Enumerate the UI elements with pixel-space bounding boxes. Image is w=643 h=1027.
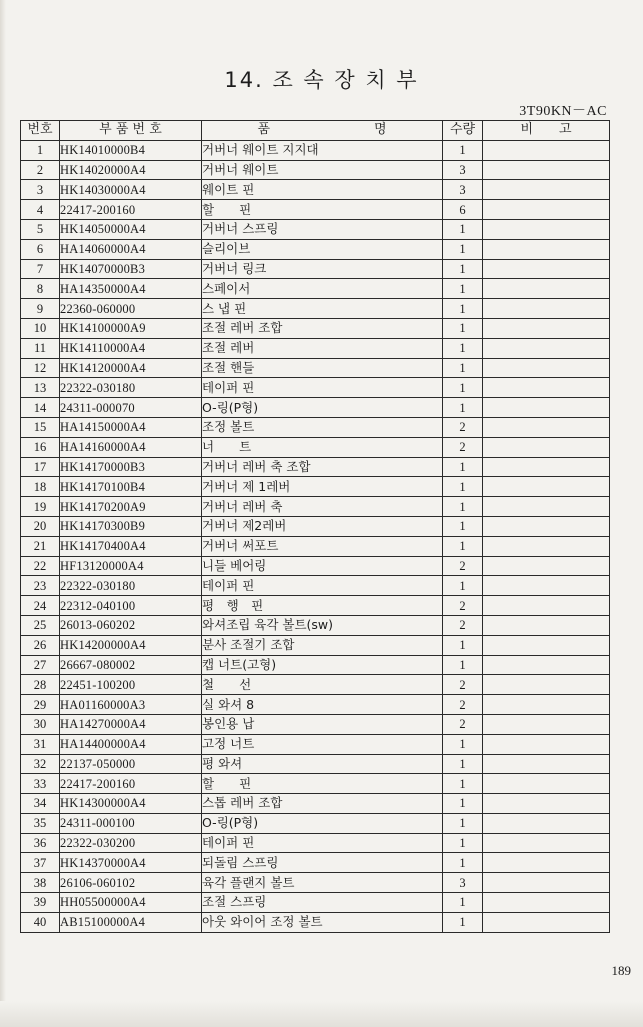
table-row	[21, 398, 610, 418]
cell-part-no: HA14160000A4	[60, 437, 202, 457]
cell-qty: 6	[443, 200, 483, 220]
cell-qty: 3	[443, 160, 483, 180]
cell-qty: 1	[443, 299, 483, 319]
cell-no: 16	[21, 437, 60, 457]
cell-remarks	[483, 794, 610, 814]
cell-name: 스페이서	[202, 279, 443, 299]
table-row	[21, 160, 610, 180]
cell-qty: 1	[443, 536, 483, 556]
cell-qty: 1	[443, 833, 483, 853]
cell-name: 실 와셔 8	[202, 695, 443, 715]
cell-name: 캡 너트(고형)	[202, 655, 443, 675]
cell-qty: 1	[443, 576, 483, 596]
cell-qty: 1	[443, 239, 483, 259]
cell-name: 할 핀	[202, 774, 443, 794]
cell-qty: 1	[443, 219, 483, 239]
cell-remarks	[483, 299, 610, 319]
cell-no: 30	[21, 714, 60, 734]
table-row	[21, 655, 610, 675]
table-row	[21, 853, 610, 873]
cell-remarks	[483, 536, 610, 556]
cell-no: 12	[21, 358, 60, 378]
cell-part-no: HK14100000A9	[60, 318, 202, 338]
page-bottom-shadow	[0, 1001, 643, 1027]
cell-part-no: HK14200000A4	[60, 635, 202, 655]
cell-remarks	[483, 200, 610, 220]
cell-part-no: HA14270000A4	[60, 714, 202, 734]
cell-remarks	[483, 615, 610, 635]
cell-name: 거버너 웨이트 지지대	[202, 140, 443, 160]
cell-name: 분사 조절기 조합	[202, 635, 443, 655]
cell-part-no: 26106-060102	[60, 873, 202, 893]
cell-part-no: HK14110000A4	[60, 338, 202, 358]
cell-name: 테이퍼 핀	[202, 576, 443, 596]
cell-name: 웨이트 핀	[202, 180, 443, 200]
table-row	[21, 259, 610, 279]
cell-remarks	[483, 239, 610, 259]
cell-no: 18	[21, 477, 60, 497]
cell-no: 27	[21, 655, 60, 675]
cell-no: 17	[21, 457, 60, 477]
table-row	[21, 556, 610, 576]
cell-name: 조절 핸들	[202, 358, 443, 378]
cell-name: 조정 볼트	[202, 417, 443, 437]
cell-part-no: HK14300000A4	[60, 794, 202, 814]
cell-name: 스 냅 핀	[202, 299, 443, 319]
cell-no: 31	[21, 734, 60, 754]
cell-qty: 1	[443, 754, 483, 774]
cell-qty: 2	[443, 437, 483, 457]
table-row	[21, 219, 610, 239]
cell-no: 5	[21, 219, 60, 239]
cell-part-no: 24311-000100	[60, 813, 202, 833]
cell-part-no: HK14050000A4	[60, 219, 202, 239]
cell-no: 33	[21, 774, 60, 794]
cell-qty: 2	[443, 695, 483, 715]
table-row	[21, 912, 610, 932]
table-row	[21, 299, 610, 319]
cell-remarks	[483, 219, 610, 239]
cell-no: 24	[21, 596, 60, 616]
cell-part-no: HK14010000B4	[60, 140, 202, 160]
cell-remarks	[483, 754, 610, 774]
cell-qty: 1	[443, 635, 483, 655]
cell-qty: 2	[443, 596, 483, 616]
table-row	[21, 675, 610, 695]
cell-qty: 2	[443, 556, 483, 576]
cell-remarks	[483, 596, 610, 616]
cell-name: 조절 스프링	[202, 893, 443, 913]
header-name: 품 명	[202, 121, 443, 141]
cell-part-no: 22322-030200	[60, 833, 202, 853]
cell-part-no: 22417-200160	[60, 774, 202, 794]
cell-qty: 2	[443, 417, 483, 437]
cell-no: 15	[21, 417, 60, 437]
cell-remarks	[483, 160, 610, 180]
table-row	[21, 338, 610, 358]
cell-part-no: 24311-000070	[60, 398, 202, 418]
header-no: 번호	[21, 121, 60, 141]
cell-name: 거버너 웨이트	[202, 160, 443, 180]
cell-part-no: AB15100000A4	[60, 912, 202, 932]
table-row	[21, 695, 610, 715]
cell-name: 거버너 써포트	[202, 536, 443, 556]
table-row	[21, 833, 610, 853]
parts-table-body	[21, 140, 610, 932]
table-header-row	[21, 121, 610, 141]
cell-qty: 1	[443, 140, 483, 160]
cell-name: 철 선	[202, 675, 443, 695]
table-row	[21, 437, 610, 457]
cell-remarks	[483, 734, 610, 754]
cell-part-no: 22322-030180	[60, 576, 202, 596]
cell-no: 20	[21, 516, 60, 536]
cell-name: 너 트	[202, 437, 443, 457]
cell-part-no: 22312-040100	[60, 596, 202, 616]
cell-part-no: HK14030000A4	[60, 180, 202, 200]
cell-qty: 1	[443, 853, 483, 873]
table-row	[21, 279, 610, 299]
cell-name: 할 핀	[202, 200, 443, 220]
cell-remarks	[483, 358, 610, 378]
table-row	[21, 516, 610, 536]
cell-no: 2	[21, 160, 60, 180]
cell-remarks	[483, 833, 610, 853]
table-row	[21, 497, 610, 517]
table-row	[21, 734, 610, 754]
cell-qty: 1	[443, 497, 483, 517]
cell-qty: 1	[443, 516, 483, 536]
cell-remarks	[483, 417, 610, 437]
cell-no: 3	[21, 180, 60, 200]
cell-remarks	[483, 437, 610, 457]
cell-name: 되돌림 스프링	[202, 853, 443, 873]
cell-remarks	[483, 714, 610, 734]
cell-remarks	[483, 318, 610, 338]
cell-name: 아웃 와이어 조정 볼트	[202, 912, 443, 932]
cell-remarks	[483, 398, 610, 418]
cell-part-no: 22137-050000	[60, 754, 202, 774]
page-title: 14. 조 속 장 치 부	[224, 68, 419, 92]
cell-qty: 3	[443, 180, 483, 200]
cell-no: 40	[21, 912, 60, 932]
cell-remarks	[483, 873, 610, 893]
cell-part-no: HK14170000B3	[60, 457, 202, 477]
cell-part-no: HK14170100B4	[60, 477, 202, 497]
cell-name: 조절 레버	[202, 338, 443, 358]
cell-remarks	[483, 774, 610, 794]
cell-qty: 1	[443, 734, 483, 754]
cell-remarks	[483, 279, 610, 299]
cell-qty: 1	[443, 774, 483, 794]
table-row	[21, 873, 610, 893]
table-row	[21, 318, 610, 338]
cell-remarks	[483, 675, 610, 695]
cell-name: 거버너 제2레버	[202, 516, 443, 536]
cell-name: 테이퍼 핀	[202, 833, 443, 853]
cell-part-no: HK14370000A4	[60, 853, 202, 873]
cell-qty: 1	[443, 398, 483, 418]
cell-remarks	[483, 912, 610, 932]
table-row	[21, 417, 610, 437]
cell-name: 거버너 레버 축 조합	[202, 457, 443, 477]
page-number: 189	[611, 963, 631, 978]
table-row	[21, 200, 610, 220]
cell-no: 9	[21, 299, 60, 319]
cell-no: 19	[21, 497, 60, 517]
cell-no: 14	[21, 398, 60, 418]
cell-no: 4	[21, 200, 60, 220]
cell-part-no: 22417-200160	[60, 200, 202, 220]
cell-no: 36	[21, 833, 60, 853]
cell-remarks	[483, 457, 610, 477]
cell-no: 29	[21, 695, 60, 715]
table-row	[21, 536, 610, 556]
cell-remarks	[483, 259, 610, 279]
cell-name: 조절 레버 조합	[202, 318, 443, 338]
cell-qty: 1	[443, 477, 483, 497]
cell-no: 21	[21, 536, 60, 556]
cell-remarks	[483, 140, 610, 160]
cell-remarks	[483, 477, 610, 497]
table-row	[21, 893, 610, 913]
cell-no: 23	[21, 576, 60, 596]
cell-part-no: 22322-030180	[60, 378, 202, 398]
cell-no: 26	[21, 635, 60, 655]
cell-qty: 1	[443, 318, 483, 338]
cell-no: 22	[21, 556, 60, 576]
cell-part-no: HA14150000A4	[60, 417, 202, 437]
cell-no: 25	[21, 615, 60, 635]
table-row	[21, 714, 610, 734]
cell-name: 거버너 링크	[202, 259, 443, 279]
cell-part-no: HA14060000A4	[60, 239, 202, 259]
cell-part-no: HK14170400A4	[60, 536, 202, 556]
cell-name: 거버너 제 1레버	[202, 477, 443, 497]
cell-no: 13	[21, 378, 60, 398]
header-part-no: 부 품 번 호	[60, 121, 202, 141]
cell-part-no: HA01160000A3	[60, 695, 202, 715]
cell-name: O-링(P형)	[202, 398, 443, 418]
cell-name: 니들 베어링	[202, 556, 443, 576]
table-row	[21, 140, 610, 160]
cell-remarks	[483, 655, 610, 675]
cell-qty: 1	[443, 794, 483, 814]
cell-part-no: HA14400000A4	[60, 734, 202, 754]
cell-part-no: HH05500000A4	[60, 893, 202, 913]
cell-no: 32	[21, 754, 60, 774]
table-row	[21, 457, 610, 477]
cell-part-no: 26667-080002	[60, 655, 202, 675]
cell-name: 거버너 레버 축	[202, 497, 443, 517]
cell-remarks	[483, 893, 610, 913]
cell-name: 평 와셔	[202, 754, 443, 774]
cell-part-no: 22360-060000	[60, 299, 202, 319]
cell-qty: 1	[443, 655, 483, 675]
parts-table	[20, 120, 610, 933]
cell-qty: 1	[443, 893, 483, 913]
cell-part-no: HK14020000A4	[60, 160, 202, 180]
cell-name: 육각 플랜지 볼트	[202, 873, 443, 893]
cell-no: 8	[21, 279, 60, 299]
cell-no: 28	[21, 675, 60, 695]
cell-qty: 2	[443, 675, 483, 695]
cell-no: 11	[21, 338, 60, 358]
cell-name: 슬리이브	[202, 239, 443, 259]
cell-no: 35	[21, 813, 60, 833]
cell-name: O-링(P형)	[202, 813, 443, 833]
cell-no: 37	[21, 853, 60, 873]
cell-remarks	[483, 180, 610, 200]
cell-name: 고정 너트	[202, 734, 443, 754]
cell-remarks	[483, 576, 610, 596]
cell-part-no: HK14070000B3	[60, 259, 202, 279]
cell-remarks	[483, 635, 610, 655]
table-row	[21, 774, 610, 794]
cell-part-no: HK14120000A4	[60, 358, 202, 378]
table-row	[21, 378, 610, 398]
cell-remarks	[483, 378, 610, 398]
cell-remarks	[483, 853, 610, 873]
cell-name: 테이퍼 핀	[202, 378, 443, 398]
cell-qty: 2	[443, 615, 483, 635]
cell-no: 1	[21, 140, 60, 160]
cell-qty: 3	[443, 873, 483, 893]
cell-no: 39	[21, 893, 60, 913]
header-remarks: 비 고	[483, 121, 610, 141]
cell-name: 봉인용 납	[202, 714, 443, 734]
cell-remarks	[483, 338, 610, 358]
table-row	[21, 576, 610, 596]
table-row	[21, 358, 610, 378]
header-qty: 수량	[443, 121, 483, 141]
cell-part-no: 26013-060202	[60, 615, 202, 635]
table-row	[21, 180, 610, 200]
cell-qty: 2	[443, 714, 483, 734]
table-row	[21, 596, 610, 616]
cell-no: 10	[21, 318, 60, 338]
cell-part-no: HK14170200A9	[60, 497, 202, 517]
cell-qty: 1	[443, 338, 483, 358]
table-row	[21, 635, 610, 655]
cell-qty: 1	[443, 279, 483, 299]
table-row	[21, 239, 610, 259]
cell-name: 스톱 레버 조합	[202, 794, 443, 814]
cell-part-no: HA14350000A4	[60, 279, 202, 299]
table-row	[21, 477, 610, 497]
cell-part-no: 22451-100200	[60, 675, 202, 695]
cell-name: 거버너 스프링	[202, 219, 443, 239]
cell-qty: 1	[443, 813, 483, 833]
cell-qty: 1	[443, 378, 483, 398]
cell-no: 38	[21, 873, 60, 893]
model-code: 3T90KN－AC	[519, 104, 607, 119]
cell-name: 평 행 핀	[202, 596, 443, 616]
cell-part-no: HF13120000A4	[60, 556, 202, 576]
cell-qty: 1	[443, 358, 483, 378]
cell-qty: 1	[443, 259, 483, 279]
cell-qty: 1	[443, 912, 483, 932]
cell-remarks	[483, 516, 610, 536]
table-row	[21, 794, 610, 814]
cell-no: 34	[21, 794, 60, 814]
cell-name: 와셔조립 육각 볼트(sw)	[202, 615, 443, 635]
table-row	[21, 813, 610, 833]
cell-remarks	[483, 695, 610, 715]
page-edge-shadow	[0, 0, 6, 1027]
cell-qty: 1	[443, 457, 483, 477]
table-row	[21, 754, 610, 774]
cell-part-no: HK14170300B9	[60, 516, 202, 536]
cell-no: 7	[21, 259, 60, 279]
cell-no: 6	[21, 239, 60, 259]
cell-remarks	[483, 556, 610, 576]
cell-remarks	[483, 813, 610, 833]
table-row	[21, 615, 610, 635]
cell-remarks	[483, 497, 610, 517]
